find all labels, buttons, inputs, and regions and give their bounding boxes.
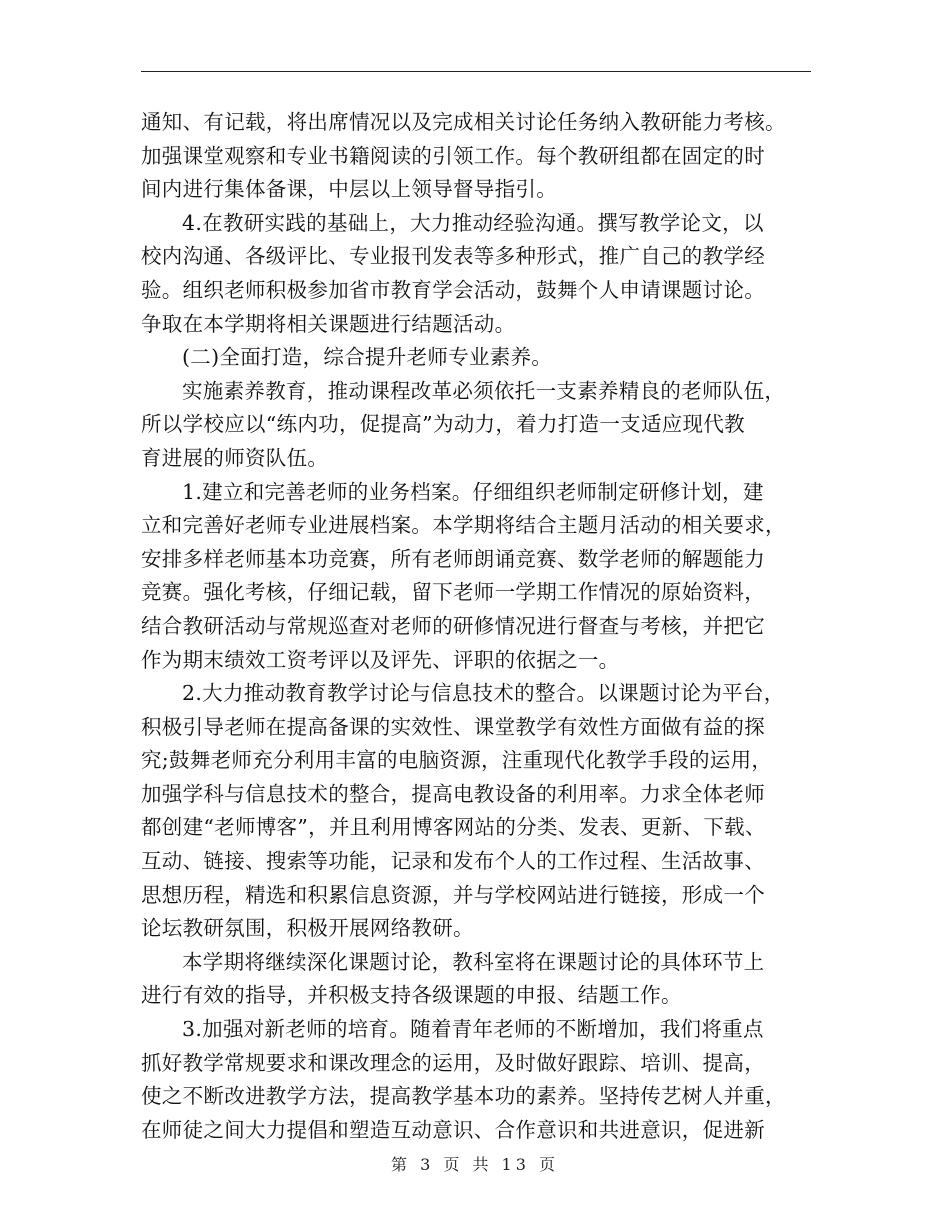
text-line: 抓好教学常规要求和课改理念的运用，及时做好跟踪、培训、提高， xyxy=(141,1050,765,1075)
text-line: 3.加强对新老师的培育。随着青年老师的不断增加，我们将重点 xyxy=(182,1017,764,1042)
text-line: 结合教研活动与常规巡查对老师的研修情况进行督查与考核，并把它 xyxy=(141,613,765,638)
text-line: 论坛教研氛围，积极开展网络教研。 xyxy=(141,916,474,941)
text-line: 安排多样老师基本功竞赛，所有老师朗诵竞赛、数学老师的解题能力 xyxy=(141,546,765,571)
text-line: 立和完善好老师专业进展档案。本学期将结合主题月活动的相关要求， xyxy=(141,513,786,538)
text-line: 间内进行集体备课，中层以上领导督导指引。 xyxy=(141,177,557,202)
text-line: 争取在本学期将相关课题进行结题活动。 xyxy=(141,311,516,336)
text-line: 究;鼓舞老师充分利用丰富的电脑资源，注重现代化教学手段的运用， xyxy=(141,748,773,773)
text-line: 所以学校应以“练内功，促提高”为动力，着力打造一支适应现代教 xyxy=(141,412,745,437)
header-rule xyxy=(141,71,811,72)
text-line: 竞赛。强化考核，仔细记载，留下老师一学期工作情况的原始资料， xyxy=(141,580,765,605)
text-line: 互动、链接、搜索等功能，记录和发布个人的工作过程、生活故事、 xyxy=(141,849,765,874)
text-line: (二)全面打造，综合提升老师专业素养。 xyxy=(182,345,553,370)
text-line: 思想历程，精选和积累信息资源，并与学校网站进行链接，形成一个 xyxy=(141,882,765,907)
text-line: 积极引导老师在提高备课的实效性、课堂教学有效性方面做有益的探 xyxy=(141,714,765,739)
text-line: 1.建立和完善老师的业务档案。仔细组织老师制定研修计划，建 xyxy=(182,479,764,504)
text-line: 加强课堂观察和专业书籍阅读的引领工作。每个教研组都在固定的时 xyxy=(141,143,765,168)
text-line: 验。组织老师积极参加省市教育学会活动，鼓舞个人申请课题讨论。 xyxy=(141,277,765,302)
text-line: 实施素养教育，推动课程改革必须依托一支素养精良的老师队伍， xyxy=(182,378,786,403)
text-line: 使之不断改进教学方法，提高教学基本功的素养。坚持传艺树人并重， xyxy=(141,1084,786,1109)
page-footer: 第 3 页 共 13 页 xyxy=(391,1155,559,1174)
text-line: 作为期末绩效工资考评以及评先、评职的依据之一。 xyxy=(141,647,620,672)
document-body xyxy=(141,106,811,1147)
text-line: 2.大力推动教育教学讨论与信息技术的整合。以课题讨论为平台， xyxy=(182,681,785,706)
text-line: 4.在教研实践的基础上，大力推动经验沟通。撰写教学论文，以 xyxy=(182,210,764,235)
text-line: 进行有效的指导，并积极支持各级课题的申报、结题工作。 xyxy=(141,983,682,1008)
text-line: 育进展的师资队伍。 xyxy=(141,445,329,470)
text-line: 加强学科与信息技术的整合，提高电教设备的利用率。力求全体老师 xyxy=(141,781,765,806)
text-line: 都创建“老师博客”，并且利用博客网站的分类、发表、更新、下载、 xyxy=(141,815,766,840)
text-line: 在师徒之间大力提倡和塑造互动意识、合作意识和共进意识，促进新 xyxy=(141,1117,765,1142)
text-line: 校内沟通、各级评比、专业报刊发表等多种形式，推广自己的教学经 xyxy=(141,244,765,269)
text-line: 通知、有记载，将出席情况以及完成相关讨论任务纳入教研能力考核。 xyxy=(141,110,786,134)
text-line: 本学期将继续深化课题讨论，教科室将在课题讨论的具体环节上 xyxy=(182,949,765,974)
